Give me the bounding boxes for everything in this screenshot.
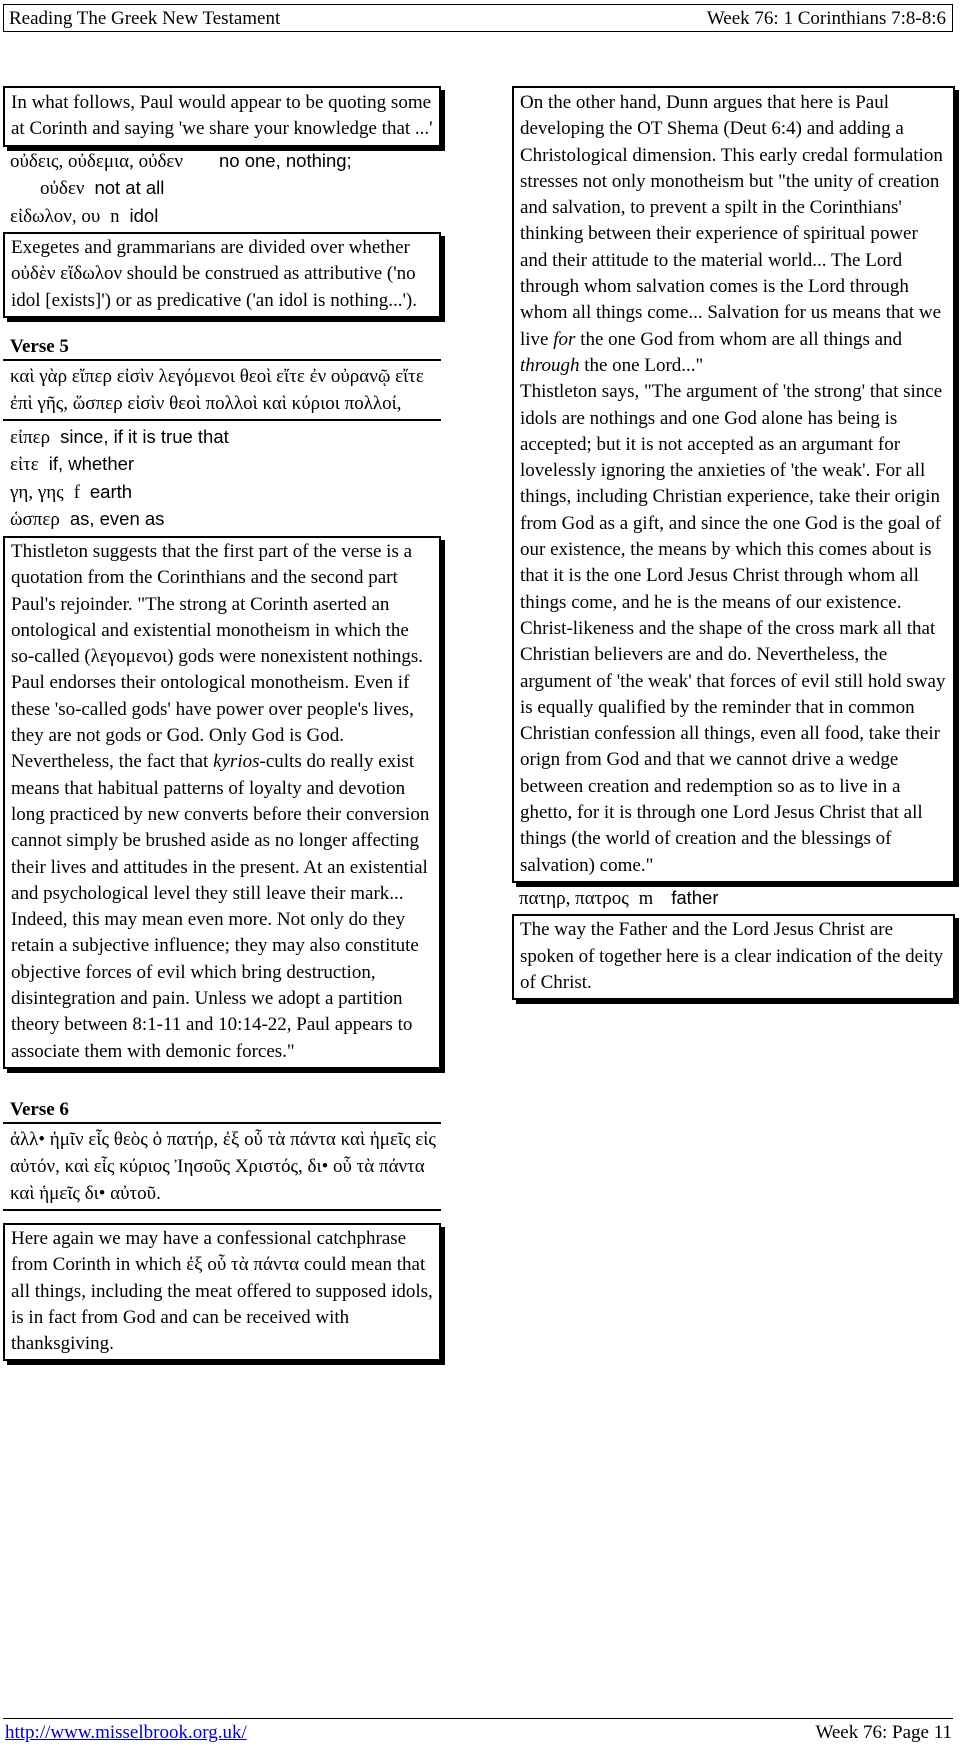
vocab-list-1 bbox=[3, 148, 441, 231]
thistleton-text-end: -cults do really exist means that habitual patterns of loyalty and devotion long practiced by new converts before their conversion cannot simply be brushed aside as no longer affecting their lives and attitudes in the present. At an existential and psychological level they still leave their mark... Indeed, this may mean even more. Not only do they retain a subjective influence; they may also constitute objective forces of evil which bring destruction, disintegration and pain. Unless we adopt a partition theory between 8:1-11 and 10:14-22, Paul appears to associate them with demonic forces." bbox=[11, 751, 430, 1062]
vocab-greek: ὡσπερ bbox=[10, 509, 60, 531]
left-column bbox=[3, 86, 441, 1361]
vocab-gloss: no one, nothing; bbox=[219, 149, 352, 171]
vocab-item bbox=[10, 479, 441, 507]
vocab-greek: οὐδεις, οὐδεμια, οὐδεν bbox=[10, 150, 183, 172]
footer-page-number: Week 76: Page 11 bbox=[815, 1722, 952, 1743]
vocab-gloss: earth bbox=[89, 480, 133, 502]
vocab-gloss: father bbox=[671, 886, 719, 908]
confession-text: Here again we may have a confessional catchphrase from Corinth in which bbox=[11, 1227, 407, 1276]
dunn-text-cont: the one God from whom are all things and bbox=[575, 328, 903, 350]
vocab-part-of-speech: n bbox=[110, 206, 120, 227]
vocab-greek: γη, γης bbox=[10, 481, 64, 503]
footer-divider bbox=[3, 1718, 953, 1719]
dunn-through: through bbox=[520, 354, 580, 376]
vocab-gloss: not at all bbox=[94, 177, 165, 199]
vocab-greek: πατηρ, πατρος bbox=[519, 887, 629, 909]
vocab-item bbox=[10, 451, 441, 479]
dunn-note bbox=[512, 86, 955, 883]
thistleton-note bbox=[3, 536, 441, 1069]
vocab-list-2 bbox=[3, 424, 441, 534]
vocab-item bbox=[10, 148, 441, 176]
thistleton-kyrios: kyrios bbox=[213, 751, 260, 773]
vocab-part-of-speech: m bbox=[638, 888, 654, 909]
intro-note bbox=[3, 86, 441, 147]
exegetes-greek: οὐδὲν εἴδωλον bbox=[11, 263, 123, 285]
verse-5-heading: Verse 5 bbox=[10, 335, 69, 357]
vocab-list-3 bbox=[512, 885, 955, 913]
verse-6-greek-text: ἀλλ• ἡμῖν εἷς θεὸς ὁ πατήρ, ἐξ οὗ τὰ πάντα καὶ ἡμεῖς εἰς αὐτόν, καὶ εἷς κύριος Ἰησοῦς Χριστός, δι• οὗ τὰ πάντα καὶ ἡμεῖς δι• αὐτοῦ. bbox=[3, 1122, 441, 1211]
thistleton-greek: λεγομενοι bbox=[90, 646, 168, 668]
vocab-item bbox=[10, 175, 441, 203]
confession-note bbox=[3, 1223, 441, 1361]
vocab-gloss: if, whether bbox=[48, 453, 135, 475]
vocab-greek: εἰπερ bbox=[10, 426, 51, 448]
vocab-item bbox=[10, 424, 441, 452]
verse-5-greek-text: καὶ γὰρ εἴπερ εἰσὶν λεγόμενοι θεοὶ εἴτε ἐν οὐρανῷ εἴτε ἐπὶ γῆς, ὥσπερ εἰσὶν θεοὶ πολλοὶ καὶ κύριοι πολλοί, bbox=[3, 359, 441, 421]
dunn-text: On the other hand, Dunn argues that here is Paul developing the OT Shema (Deut 6:4) and adding a Christological dimension. This early credal formulation stresses not only monotheism but "the unity of creation and salvation, to prevent a spilt in the Corinthians' thinking between their experience of spiritual power and their attitude to the material world... The Lord through whom salvation comes is the Lord through whom all things come... Salvation for us means that we live bbox=[520, 92, 943, 350]
document-title: Reading The Greek New Testament bbox=[9, 8, 281, 29]
exegetes-note bbox=[3, 232, 441, 318]
deity-text: The way the Father and the Lord Jesus Christ are spoken of together here is a clear indication of the deity of Christ. bbox=[520, 919, 944, 993]
vocab-gloss: as, even as bbox=[69, 508, 165, 530]
vocab-gloss: since, if it is true that bbox=[60, 425, 229, 447]
vocab-greek: οὐδεν bbox=[40, 178, 85, 200]
thistleton-text-cont: ) gods were nonexistent nothings. Paul endorses their ontological monotheism. Even if these 'so-called gods' have power over people's lives, they are not gods or God. Only God is God. Nevertheless, the fact that bbox=[11, 646, 424, 773]
vocab-greek: εἰτε bbox=[10, 454, 39, 476]
right-column bbox=[512, 86, 955, 1000]
deity-note bbox=[512, 914, 955, 1000]
dunn-text-end: the one Lord..." bbox=[579, 354, 704, 376]
confession-text-cont: could mean that all things, including the meat offered to supposed idols, is in fact from God and can be received with thanksgiving. bbox=[11, 1254, 433, 1355]
exegetes-text-cont: should be construed as attributive ('no idol [exists]') or as predicative ('an idol is nothing...'). bbox=[11, 263, 418, 311]
vocab-item bbox=[10, 506, 441, 534]
vocab-item bbox=[519, 885, 955, 913]
footer-website-link[interactable]: http://www.misselbrook.org.uk/ bbox=[5, 1722, 247, 1743]
vocab-gloss: idol bbox=[129, 204, 159, 226]
vocab-part-of-speech: f bbox=[73, 482, 80, 503]
dunn-for: for bbox=[553, 328, 576, 350]
thistleton-quote-2: Thistleton says, "The argument of 'the strong' that since idols are nothings and one God alone has being is accepted; but it is not accepted as an argumant for lovelessly ignoring the anxieties of 'the weak'. For all things, including Christian experience, take their origin from God as a gift, and since the one God is the goal of our existence, the means by which this comes about is that it is the one Lord Jesus Christ through whom all things come, and he is the means of our existence. Christ-likeness and the shape of the cross mark all that Christian believers are and do. Nevertheless, the argument of 'the weak' that forces of evil still hold sway is equally qualified by the reminder that in common Christian confession all things, even all food, take their orign from God and that we cannot drive a wedge between creation and redemption so as to live in a ghetto, for it is through one Lord Jesus Christ that all things (the world of creation and the blessings of salvation) come." bbox=[520, 381, 946, 876]
exegetes-text: Exegetes and grammarians are divided over whether bbox=[11, 237, 410, 259]
verse-6-heading: Verse 6 bbox=[10, 1098, 69, 1120]
confession-greek: ἐξ οὗ τὰ πάντα bbox=[186, 1254, 300, 1276]
vocab-item bbox=[10, 203, 441, 231]
intro-text: In what follows, Paul would appear to be quoting some at Corinth and saying 'we share your knowledge that ...' bbox=[11, 92, 433, 140]
week-reference: Week 76: 1 Corinthians 7:8-8:6 bbox=[706, 8, 946, 29]
vocab-greek: εἰδωλον, ου bbox=[10, 205, 101, 227]
page-header bbox=[3, 4, 953, 32]
thistleton-text: Thistleton suggests that the first part of the verse is a quotation from the Corinthians and the second part Paul's rejoinder. "The strong at Corinth aserted an ontological and existential monotheism in which the so-called ( bbox=[11, 540, 413, 668]
